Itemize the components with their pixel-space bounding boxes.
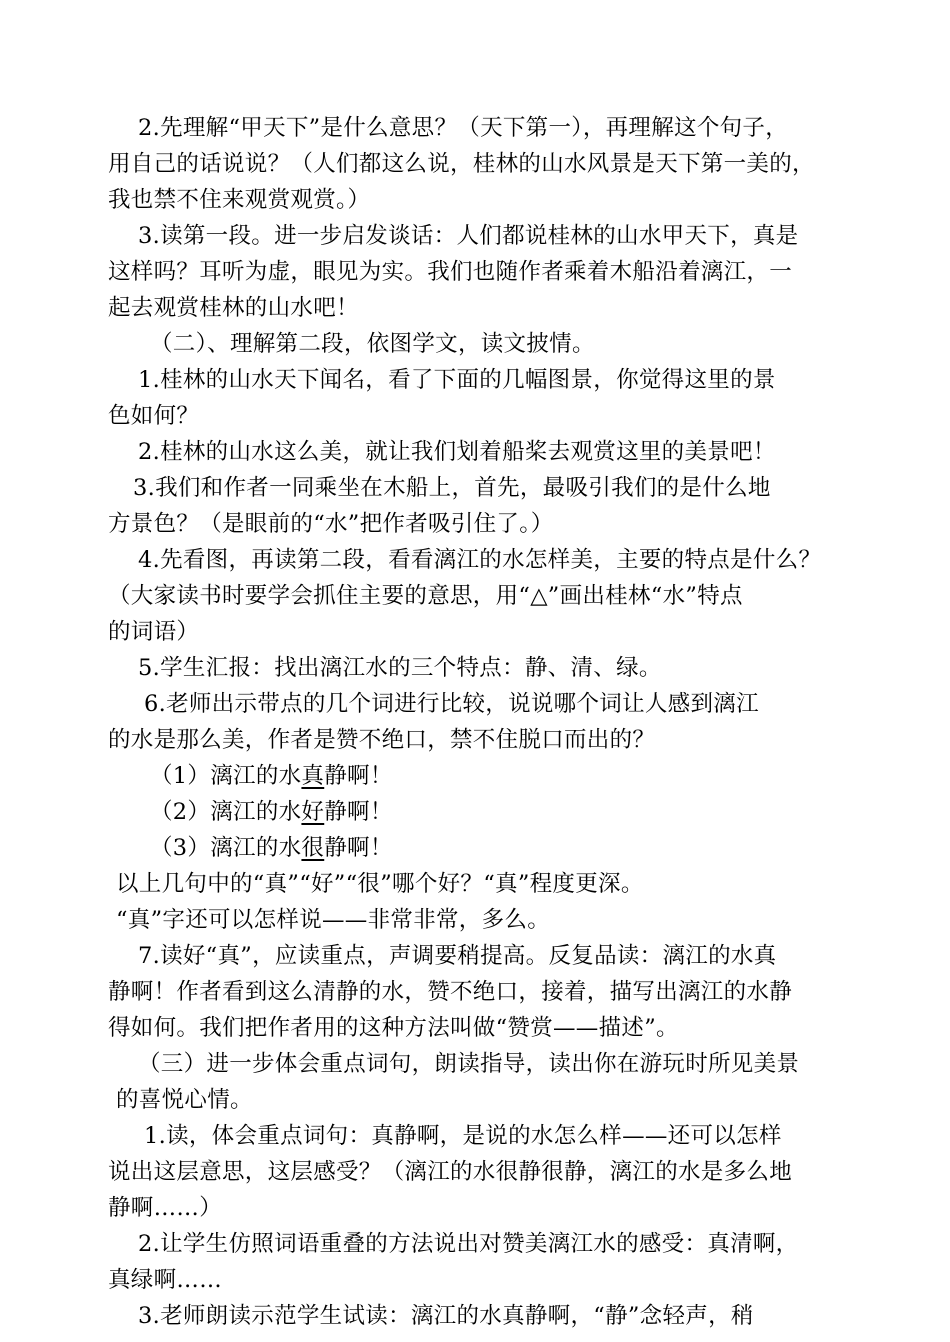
text-line: 色如何？ [108,403,200,429]
text-line: 用自己的话说说？（人们都这么说，桂林的山水风景是天下第一美的， [108,151,815,177]
text-line: 7.读好“真”，应读重点，声调要稍提高。反复品读：漓江的水真 [138,943,777,969]
section-heading: （三）进一步体会重点词句，朗读指导，读出你在游玩时所见美景 [138,1051,800,1077]
text-line: 1.读，体会重点词句：真静啊，是说的水怎么样——还可以怎样 [144,1123,782,1149]
text-line: 得如何。我们把作者用的这种方法叫做“赞赏——描述”。 [108,1015,679,1041]
text-line: 3.我们和作者一同乘坐在木船上，首先，最吸引我们的是什么地 [133,475,771,501]
text-line: 2.先理解“甲天下”是什么意思？（天下第一），再理解这个句子， [138,115,789,141]
example-text: 静啊！ [324,763,393,789]
text-line: 静啊……） [108,1195,223,1221]
example-text: 静啊！ [324,799,393,825]
text-line: 静啊！作者看到这么清静的水，赞不绝口，接着，描写出漓江的水静 [108,979,793,1005]
text-line: 3.老师朗读示范学生试读：漓江的水真静啊，“静”念轻声，稍 [138,1303,754,1329]
text-line: “真”字还可以怎样说——非常非常，多么。 [116,907,551,933]
text-line: 3.读第一段。进一步启发谈话：人们都说桂林的山水甲天下，真是 [138,223,799,249]
text-line: 5.学生汇报：找出漓江水的三个特点：静、清、绿。 [138,655,662,681]
underlined-word: 好 [301,799,325,825]
text-line: 这样吗？耳听为虚，眼见为实。我们也随作者乘着木船沿着漓江，一 [108,259,793,285]
text-line: 6.老师出示带点的几个词进行比较，说说哪个词让人感到漓江 [144,691,759,717]
example-line [150,758,393,794]
text-line: 方景色？（是眼前的“水”把作者吸引住了。） [108,511,554,537]
example-line [150,830,393,866]
text-line: 的喜悦心情。 [116,1087,253,1113]
text-line: 2.桂林的山水这么美，就让我们划着船桨去观赏这里的美景吧！ [138,439,776,465]
text-line: 真绿啊…… [108,1267,223,1293]
underlined-word: 很 [301,835,325,861]
text-line: 说出这层意思，这层感受？（漓江的水很静很静，漓江的水是多么地 [108,1159,793,1185]
text-line: 的词语） [108,619,200,645]
example-text: （2）漓江的水 [150,799,302,825]
example-text: 静啊！ [324,835,393,861]
example-line [150,794,393,830]
example-text: （1）漓江的水 [150,763,302,789]
text-line: 2.让学生仿照词语重叠的方法说出对赞美漓江水的感受：真清啊， [138,1231,799,1257]
underlined-word: 真 [301,763,325,789]
text-line: 以上几句中的“真”“好”“很”哪个好？“真”程度更深。 [116,871,644,897]
text-line: 1.桂林的山水天下闻名，看了下面的几幅图景，你觉得这里的景 [138,367,776,393]
text-line: 起去观赏桂林的山水吧！ [108,295,359,321]
text-line: 的水是那么美，作者是赞不绝口，禁不住脱口而出的？ [108,727,656,753]
example-text: （3）漓江的水 [150,835,302,861]
section-heading: （二）、理解第二段，依图学文，读文披情。 [150,331,595,357]
text-line: 我也禁不住来观赏观赏。） [108,187,371,213]
text-line: 4.先看图，再读第二段，看看漓江的水怎样美，主要的特点是什么？ [138,547,822,573]
text-line: （大家读书时要学会抓住主要的意思，用“△”画出桂林“水”特点 [108,583,743,609]
